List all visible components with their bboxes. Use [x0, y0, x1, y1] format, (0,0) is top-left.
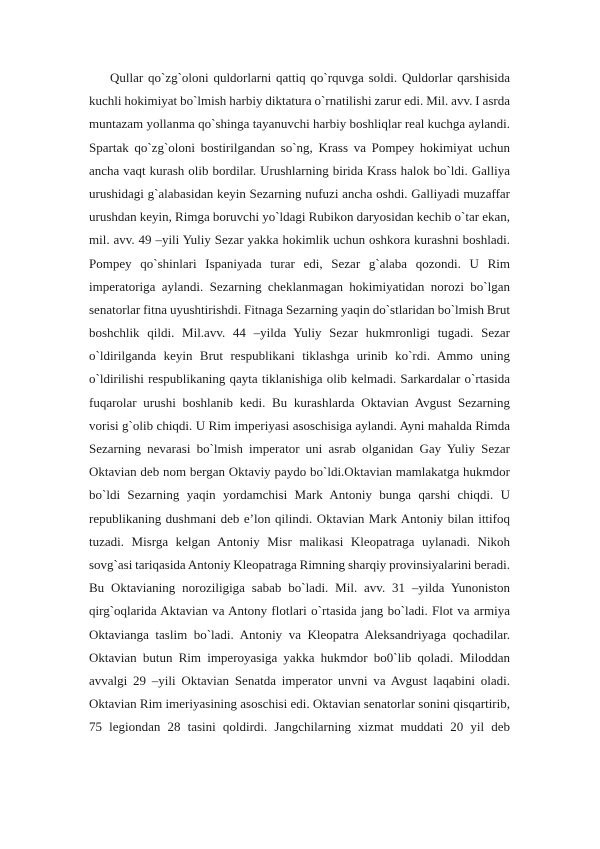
text-line: 75 legiondan 28 tasini qoldirdi. Jangchilarning xizmat muddati 20 yil deb — [89, 719, 510, 735]
text-line: tuzadi. Misrga kelgan Antoniy Misr malikasi Kleopatraga uylanadi. Nikoh — [89, 533, 510, 549]
text-line: sovg`asi tariqasida Antoniy Kleopatraga Rimning sharqiy provinsiyalarini beradi. — [89, 556, 510, 572]
text-line: o`ldirilganda keyin Brut respublikani tiklashga urinib ko`rdi. Ammo uning — [89, 348, 510, 364]
text-line: Oktavian Rim imeriyasining asoschisi edi. Oktavian senatorlar sonini qisqartirib, — [89, 696, 510, 712]
text-line: Qullar qo`zg`oloni quldorlarni qattiq qo`rquvga soldi. Quldorlar qarshisida — [110, 70, 510, 85]
paragraph — [89, 66, 510, 738]
text-line: fuqarolar urushi boshlanib kedi. Bu kurashlarda Oktavian Avgust Sezarning — [89, 394, 510, 410]
text-line: qirg`oqlarida Aktavian va Antony flotlari o`rtasida jang bo`ladi. Flot va armiya — [89, 603, 510, 619]
text-line: muntazam yollanma qo`shinga tayanuvchi harbiy boshliqlar real kuchga aylandi. — [89, 116, 510, 132]
text-line: urushdan keyin, Rimga boruvchi yo`ldagi Rubikon daryosidan kechib o`tar ekan, — [89, 209, 510, 225]
text-line: vorisi g`olib chiqdi. U Rim imperiyasi asoschisiga aylandi. Ayni mahalda Rimda — [89, 417, 510, 433]
text-line: Oktavian deb nom bergan Oktaviy paydo bo`ldi.Oktavian mamlakatga hukmdor — [89, 464, 510, 480]
text-line: republikaning dushmani deb e’lon qilindi. Oktavian Mark Antoniy bilan ittifoq — [89, 510, 510, 526]
text-line: imperatoriga aylandi. Sezarning cheklanmagan hokimiyatidan norozi bo`lgan — [89, 278, 510, 294]
text-line: ancha vaqt kurash olib bordilar. Urushlarning birida Krass halok bo`ldi. Galliya — [89, 162, 510, 178]
text-line: senatorlar fitna uyushtirishdi. Fitnaga Sezarning yaqin do`stlaridan bo`lmish Brut — [89, 301, 510, 317]
text-line: o`ldirilishi respublikaning qayta tiklanishiga olib kelmadi. Sarkardalar o`rtasida — [89, 371, 510, 387]
text-line: bo`ldi Sezarning yaqin yordamchisi Mark Antoniy bunga qarshi chiqdi. U — [89, 487, 510, 503]
text-line: mil. avv. 49 –yili Yuliy Sezar yakka hokimlik uchun oshkora kurashni boshladi. — [89, 232, 510, 248]
text-line: boshchlik qildi. Mil.avv. 44 –yilda Yuliy Sezar hukmronligi tugadi. Sezar — [89, 325, 510, 341]
text-line: Oktavian butun Rim imperoyasiga yakka hukmdor bo0`lib qoladi. Miloddan — [89, 649, 510, 665]
text-line: Oktavianga taslim bo`ladi. Antoniy va Kleopatra Aleksandriyaga qochadilar. — [89, 626, 510, 642]
text-line: Spartak qo`zg`oloni bostirilgandan so`ng, Krass va Pompey hokimiyat uchun — [89, 139, 510, 155]
text-line: Sezarning nevarasi bo`lmish imperator uni asrab olganidan Gay Yuliy Sezar — [89, 441, 510, 456]
text-line: kuchli hokimiyat bo`lmish harbiy diktatura o`rnatilishi zarur edi. Mil. avv. I asrda — [89, 93, 510, 109]
text-line: Pompey qo`shinlari Ispaniyada turar edi, Sezar g`alaba qozondi. U Rim — [89, 255, 510, 271]
text-line: Bu Oktavianing noroziligiga sabab bo`ladi. Mil. avv. 31 –yilda Yunoniston — [89, 580, 510, 596]
text-line: urushidagi g`alabasidan keyin Sezarning nufuzi ancha oshdi. Galliyadi muzaffar — [89, 185, 510, 201]
text-line: avvalgi 29 –yili Oktavian Senatda imperator unvni va Avgust laqabini oladi. — [89, 672, 510, 688]
